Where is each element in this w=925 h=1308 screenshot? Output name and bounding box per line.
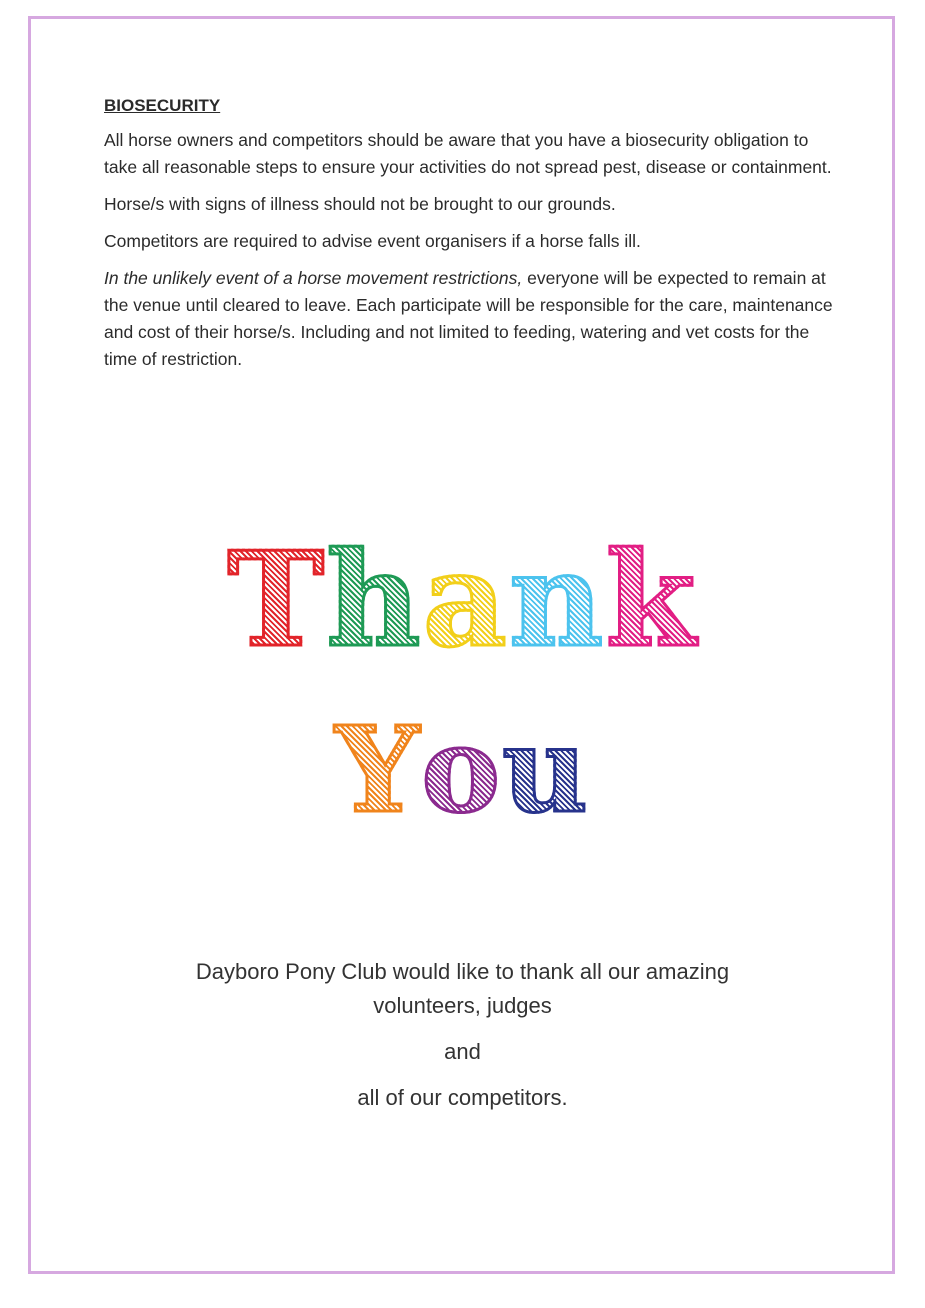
thank-word [0,525,925,675]
thank-letter-t: T [227,523,327,676]
thank-letter-h: h [326,523,423,676]
closing-line-3: all of our competitors. [357,1085,568,1110]
you-letter-u: u [502,700,590,839]
restriction-italic-text: In the unlikely event of a horse movement restrictions, [104,268,523,288]
thank-letter-k: k [605,523,698,676]
thank-letter-a: a [422,523,509,676]
closing-line-1: Dayboro Pony Club would like to thank all our amazing volunteers, judges [195,959,730,1018]
you-letter-y: Y [335,700,422,839]
you-letter-o: o [421,700,503,839]
you-word [0,700,925,840]
biosecurity-paragraph-4 [104,265,839,373]
biosecurity-heading: BIOSECURITY [104,96,221,115]
biosecurity-paragraph-3: Competitors are required to advise event organisers if a horse falls ill. [104,231,641,251]
thank-letter-n: n [508,523,606,676]
restriction-text: everyone will be expected to remain at the venue until cleared to leave. Each participate will be responsible for the care, maintenance and cost of their horse/s. Including and not limited to feeding, watering and vet costs for the time of restriction. [104,268,833,369]
closing-line-2: and [444,1039,481,1064]
biosecurity-paragraph-1: All horse owners and competitors should be aware that you have a biosecurity obligation to take all reasonable steps to ensure your activities do not spread pest, disease or containment. [104,130,832,177]
biosecurity-paragraph-2: Horse/s with signs of illness should not be brought to our grounds. [104,194,616,214]
closing-message [0,955,925,1127]
biosecurity-section [104,92,839,383]
